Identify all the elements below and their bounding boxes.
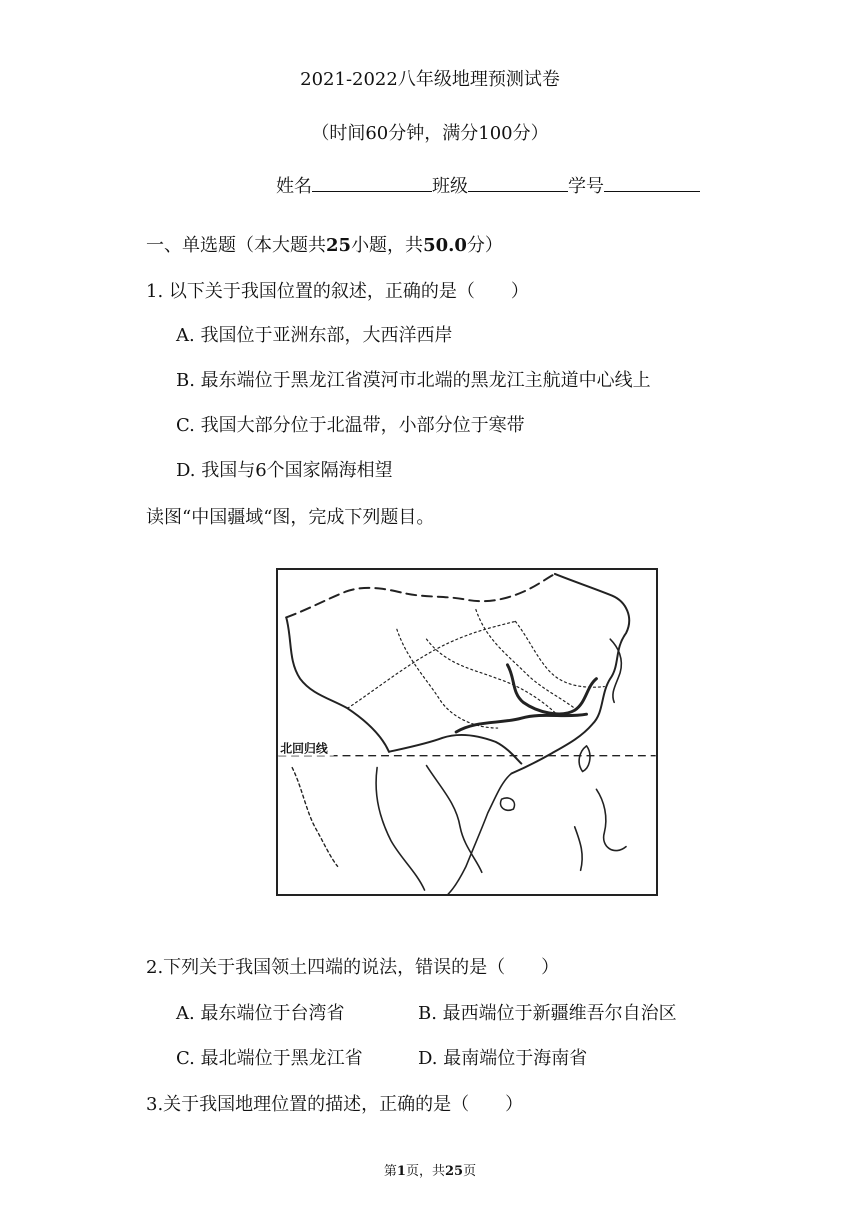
question-1-option-c[interactable]: C. 我国大部分位于北温带，小部分位于寒带 <box>176 415 525 436</box>
china-territory-map <box>276 568 658 896</box>
class-label: 班级 <box>432 176 468 197</box>
name-label: 姓名 <box>276 176 312 197</box>
total-score: 50.0 <box>423 235 467 256</box>
id-blank[interactable] <box>604 173 700 192</box>
question-2-option-d[interactable]: D. 最南端位于海南省 <box>418 1048 588 1069</box>
tropic-of-cancer-label: 北回归线 <box>280 741 328 756</box>
question-1-option-a[interactable]: A. 我国位于亚洲东部，大西洋西岸 <box>176 325 453 346</box>
reading-prompt: 读图“中国疆域“图，完成下列题目。 <box>146 507 435 528</box>
question-count: 25 <box>326 235 352 256</box>
question-1-option-b[interactable]: B. 最东端位于黑龙江省漠河市北端的黑龙江主航道中心线上 <box>176 370 651 391</box>
question-1-stem: 1. 以下关于我国位置的叙述，正确的是（ ） <box>146 281 529 302</box>
question-2-stem: 2.下列关于我国领土四端的说法，错误的是（ ） <box>146 957 560 978</box>
name-blank[interactable] <box>312 173 432 192</box>
question-3-stem: 3.关于我国地理位置的描述，正确的是（ ） <box>146 1094 524 1115</box>
question-2-option-c[interactable]: C. 最北端位于黑龙江省 <box>176 1048 363 1069</box>
class-blank[interactable] <box>468 173 568 192</box>
map-drawing <box>278 570 656 894</box>
page-footer: 第1页，共25页 <box>383 1164 477 1179</box>
question-1-option-d[interactable]: D. 我国与6个国家隔海相望 <box>176 460 393 481</box>
page-number: 1 <box>396 1164 406 1179</box>
exam-subtitle: （时间60分钟，满分100分） <box>311 123 549 144</box>
exam-title: 2021-2022八年级地理预测试卷 <box>300 69 560 90</box>
student-info-line <box>276 173 700 199</box>
page-total: 25 <box>444 1164 464 1179</box>
question-2-option-b[interactable]: B. 最西端位于新疆维吾尔自治区 <box>418 1003 677 1024</box>
section-heading: 一、单选题（本大题共25小题，共50.0分） <box>146 235 503 256</box>
question-2-option-a[interactable]: A. 最东端位于台湾省 <box>176 1003 345 1024</box>
id-label: 学号 <box>568 176 604 197</box>
